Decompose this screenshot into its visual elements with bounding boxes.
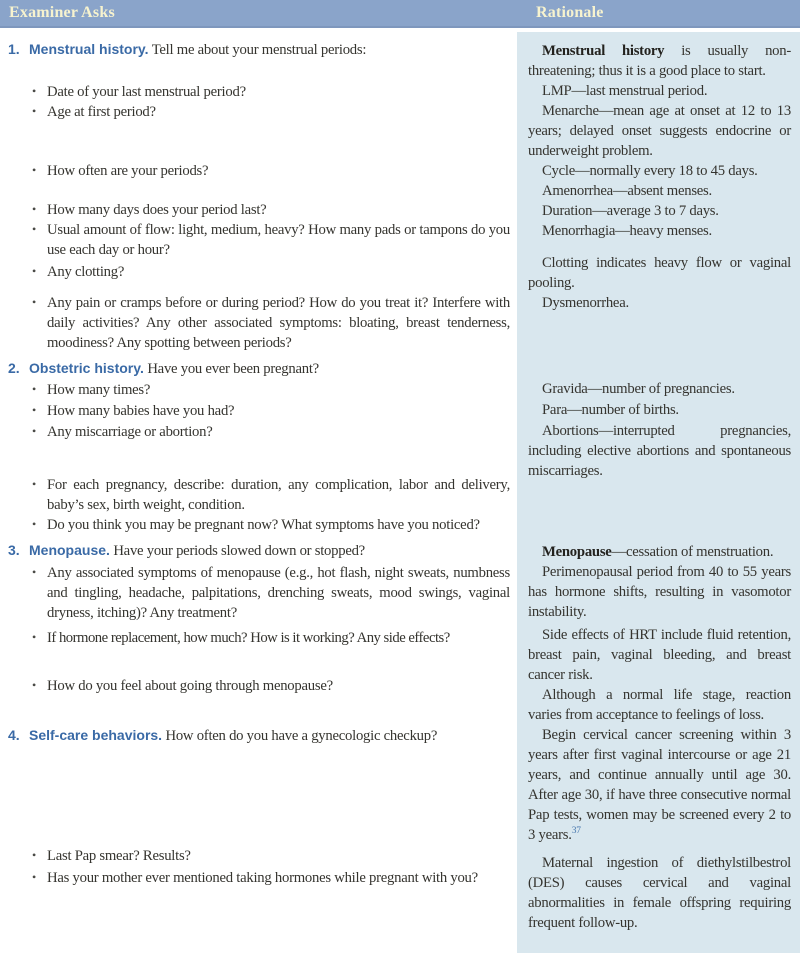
- rationale-paragraph: LMP—last menstrual period.: [542, 83, 708, 99]
- rationale-paragraph: Maternal ingestion of diethylstilbestrol (DES) causes cervical and vaginal abnormalities in female offspring requiring frequent follow-up.: [528, 855, 791, 931]
- section-number: 4.: [8, 727, 20, 743]
- examiner-asks-cell: [0, 358, 517, 535]
- examiner-asks-cell: [0, 39, 517, 353]
- bullet-icon: •: [32, 84, 36, 98]
- section-obstetric-history: [0, 358, 800, 535]
- question-item: • Any miscarriage or abortion?: [0, 422, 517, 442]
- rationale-paragraph: Clotting indicates heavy flow or vaginal pooling.: [528, 255, 791, 291]
- section-number: 2.: [8, 360, 20, 376]
- question-item: • How often are your periods?: [0, 161, 517, 181]
- section-number: 1.: [8, 41, 20, 57]
- bullet-icon: •: [32, 104, 36, 118]
- section-heading: [0, 358, 517, 379]
- section-heading-text: How often do you have a gynecologic checkup?: [165, 728, 438, 744]
- question-item: • Any associated symptoms of menopause (e.g., hot flash, night sweats, numbness and tingling, headache, palpitations, drenching sweats, mood swings, vaginal dryness, itching)? Any treatment?: [0, 563, 517, 623]
- rationale-paragraph: Begin cervical cancer screening within 3 years after first vaginal intercourse or age 21 years, and continue annually until age 30. After age 30, if have three consecutive normal Pap tests, women may be screened every 2 to 3 years.$^{37}$: [528, 727, 791, 843]
- bullet-icon: •: [32, 163, 36, 177]
- bullet-icon: •: [32, 202, 36, 216]
- bullet-icon: •: [32, 517, 36, 531]
- section-heading-text: Tell me about your menstrual periods:: [151, 42, 367, 58]
- question-item: • How many days does your period last?: [0, 200, 517, 220]
- rationale-column-header: Rationale: [536, 4, 604, 21]
- question-item: • Any clotting?: [0, 262, 517, 282]
- section-heading: [0, 39, 517, 60]
- table-header-bar: [0, 0, 800, 28]
- rationale-paragraph: Para—number of births.: [542, 402, 679, 418]
- bullet-icon: •: [32, 424, 36, 438]
- question-item: • Age at first period?: [0, 102, 517, 122]
- rationale-paragraph: Menorrhagia—heavy menses.: [542, 223, 712, 239]
- reference-superscript: 37: [571, 826, 581, 837]
- rationale-paragraph: Menopause—cessation of menstruation.: [542, 544, 774, 560]
- table-body: [0, 32, 800, 933]
- bullet-icon: •: [32, 630, 36, 644]
- rationale-paragraph: Amenorrhea—absent menses.: [542, 183, 712, 199]
- bullet-icon: •: [32, 403, 36, 417]
- section-menopause: [0, 540, 800, 725]
- rationale-paragraph: Abortions—interrupted pregnancies, including elective abortions and spontaneous miscarriages.: [528, 423, 791, 479]
- section-heading-text: Have your periods slowed down or stopped?: [113, 543, 365, 559]
- rationale-paragraph: Duration—average 3 to 7 days.: [542, 203, 719, 219]
- rationale-cell: [517, 358, 800, 535]
- section-heading-label: Menstrual history.: [29, 41, 149, 57]
- question-item: • How many times?: [0, 380, 517, 400]
- rationale-paragraph: Although a normal life stage, reaction varies from acceptance to feelings of loss.: [528, 687, 791, 723]
- section-number: 3.: [8, 542, 20, 558]
- rationale-paragraph: Menstrual history is usually non-threatening; thus it is a good place to start.: [528, 43, 791, 79]
- question-item: • For each pregnancy, describe: duration, any complication, labor and delivery, baby’s sex, birth weight, condition.: [0, 475, 517, 515]
- section-heading: [0, 540, 517, 561]
- section-heading-text: Have you ever been pregnant?: [147, 361, 319, 377]
- rationale-paragraph: Dysmenorrhea.: [542, 295, 629, 311]
- question-item: • Date of your last menstrual period?: [0, 82, 517, 102]
- rationale-paragraph: Cycle—normally every 18 to 45 days.: [542, 163, 758, 179]
- examiner-asks-column-header: Examiner Asks: [9, 4, 115, 21]
- section-heading: [0, 725, 517, 746]
- question-item: • Usual amount of flow: light, medium, heavy? How many pads or tampons do you use each day or hour?: [0, 220, 517, 260]
- question-item: • Last Pap smear? Results?: [0, 846, 517, 866]
- rationale-paragraph: Side effects of HRT include fluid retention, breast pain, vaginal bleeding, and breast cancer risk.: [528, 627, 791, 683]
- bullet-icon: •: [32, 295, 36, 309]
- bullet-icon: •: [32, 870, 36, 884]
- rationale-paragraph: Perimenopausal period from 40 to 55 years has hormone shifts, resulting in vasomotor instability.: [528, 564, 791, 620]
- bullet-icon: •: [32, 848, 36, 862]
- section-heading-label: Self-care behaviors.: [29, 727, 163, 743]
- rationale-paragraph: Menarche—mean age at onset at 12 to 13 years; delayed onset suggests endocrine or underweight problem.: [528, 103, 791, 159]
- bullet-icon: •: [32, 477, 36, 491]
- bullet-icon: •: [32, 565, 36, 579]
- rationale-cell: [517, 725, 800, 933]
- question-item: • How many babies have you had?: [0, 401, 517, 421]
- examiner-asks-cell: [0, 725, 517, 933]
- question-item: • Has your mother ever mentioned taking hormones while pregnant with you?: [0, 868, 517, 888]
- rationale-cell: [517, 39, 800, 353]
- bullet-icon: •: [32, 382, 36, 396]
- section-self-care-behaviors: [0, 725, 800, 933]
- bullet-icon: •: [32, 222, 36, 236]
- question-item: • Do you think you may be pregnant now? What symptoms have you noticed?: [0, 515, 517, 535]
- question-item: • How do you feel about going through menopause?: [0, 676, 517, 696]
- question-item: • If hormone replacement, how much? How is it working? Any side effects?: [0, 628, 517, 648]
- section-heading-label: Obstetric history.: [29, 360, 144, 376]
- bullet-icon: •: [32, 264, 36, 278]
- bullet-icon: •: [32, 678, 36, 692]
- question-item: • Any pain or cramps before or during period? How do you treat it? Interfere with daily activities? Any other associated symptoms: bloating, breast tenderness, moodiness? Any spotting between periods?: [0, 293, 517, 353]
- section-heading-label: Menopause.: [29, 542, 110, 558]
- rationale-cell: [517, 540, 800, 725]
- rationale-paragraph: Gravida—number of pregnancies.: [542, 381, 735, 397]
- section-menstrual-history: [0, 39, 800, 353]
- examiner-asks-cell: [0, 540, 517, 725]
